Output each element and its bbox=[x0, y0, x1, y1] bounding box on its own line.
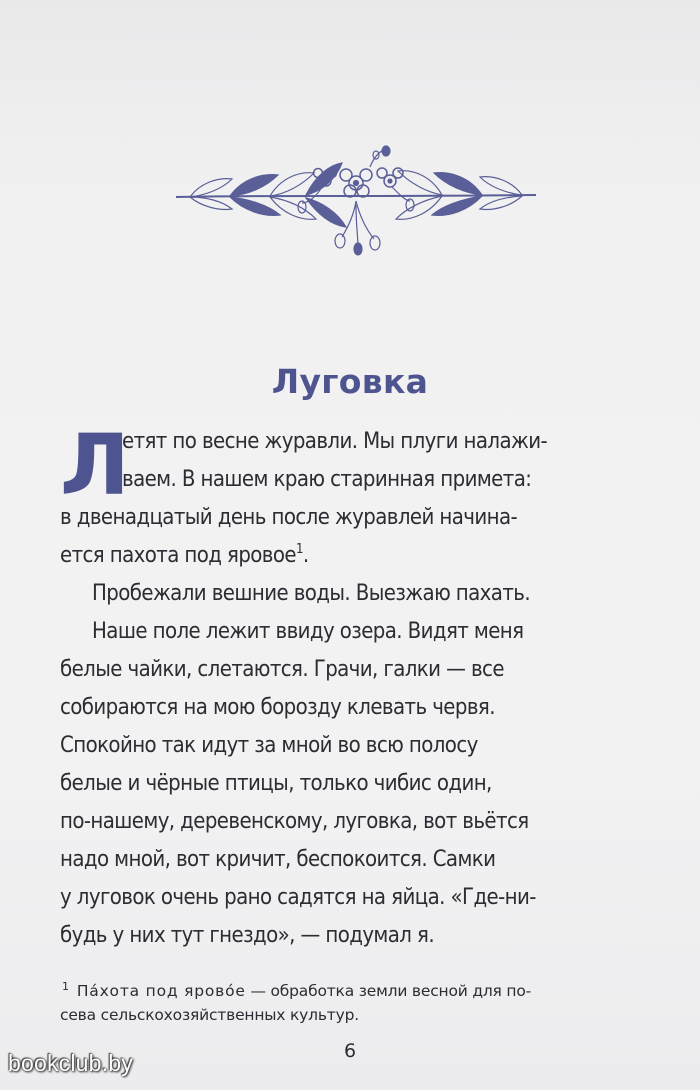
body-text bbox=[60, 416, 644, 955]
text-line: собираются на мою борозду клевать червя. bbox=[60, 695, 495, 720]
text-line: Спокойно так идут за мной во всю полосу bbox=[60, 733, 478, 758]
page-number: 6 bbox=[343, 1040, 357, 1062]
text-line: по-нашему, деревенскому, луговка, вот вьётся bbox=[60, 809, 529, 834]
site-watermark: bookclub.by bbox=[8, 1050, 133, 1076]
text-line: белые и чёрные птицы, только чибис один, bbox=[60, 771, 492, 796]
footnote bbox=[60, 975, 650, 1027]
text-line: Пробежали вешние воды. Выезжаю пахать. bbox=[92, 581, 530, 606]
floral-branch-ornament-icon bbox=[170, 145, 542, 257]
footnote-term: Па́хота под ярово́е bbox=[76, 982, 246, 1000]
footnote-line bbox=[60, 975, 650, 1003]
text-line: надо мной, вот кричит, беспокоится. Самки bbox=[60, 847, 496, 872]
text-line: у луговок очень рано садятся на яйца. «Где-ни- bbox=[60, 885, 536, 910]
footnote-text: — обработка земли весной для по- bbox=[245, 982, 532, 1000]
footnote-reference[interactable]: 1 bbox=[295, 542, 303, 557]
text-line: етят по весне журавли. Мы плуги налажи- bbox=[122, 429, 548, 454]
chapter-title: Луговка bbox=[271, 362, 429, 401]
text-line: Наше поле лежит ввиду озера. Видят меня bbox=[92, 619, 524, 644]
text-line-content: ется пахота под яровое bbox=[60, 543, 296, 568]
footnote-line: сева сельскохозяйственных культур. bbox=[60, 1006, 359, 1024]
text-line: белые чайки, слетаются. Грачи, галки — все bbox=[60, 657, 504, 682]
drop-cap: Л bbox=[60, 416, 130, 514]
text-line: будь у них тут гнездо», — подумал я. bbox=[60, 923, 435, 948]
text-line-with-footnote: ется пахота под яровое$^1$. bbox=[60, 542, 309, 568]
text-line: ваем. В нашем краю старинная примета: bbox=[122, 467, 532, 492]
text-line: в двенадцатый день после журавлей начина- bbox=[60, 505, 518, 530]
footnote-mark: 1 bbox=[62, 980, 69, 993]
